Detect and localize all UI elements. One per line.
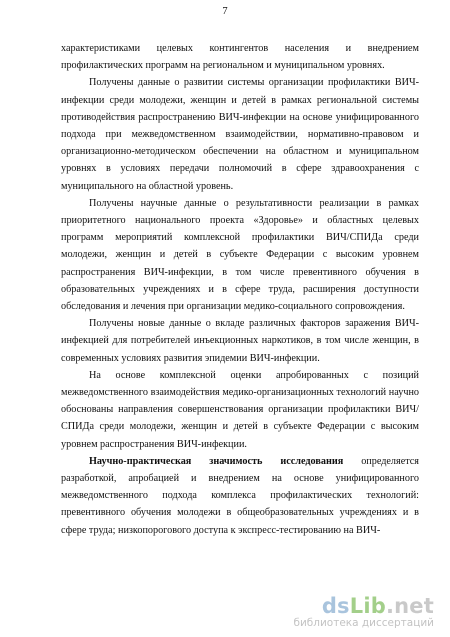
page-number: 7 [222,6,228,17]
dslib-subtitle: библиотека диссертаций [293,617,434,629]
paragraph-significance [61,453,419,539]
dslib-watermark [293,595,434,629]
paragraph: характеристиками целевых контингентов населения и внедрением профилактических программ на региональном и муниципальном уровнях. [61,43,419,72]
paragraph: Получены новые данные о вкладе различных факторов заражения ВИЧ-инфекцией для потребителей инъекционных наркотиков, в том числе женщин, в современных условиях развития эпидемии ВИЧ-инфекции. [61,318,419,364]
significance-heading: Научно-практическая значимость исследования [89,455,344,467]
dslib-logo: dsLib.net [321,594,434,618]
significance-text: определяется разработкой, апробацией и внедрением на основе унифицированного межведомственного подхода комплекса профилактических технологий: превентивного обучения молодежи в общеобразовательных учреждениях и в сфере труда; низкопорогового доступа к экспресс-тестированию на ВИЧ- [61,455,419,536]
paragraph: Получены научные данные о результативности реализации в рамках приоритетного национального проекта «Здоровье» и областных целевых программ мероприятий комплексной профилактики ВИЧ/СПИДа среди молодежи, женщин и детей в субъекте Федерации с высоким уровнем распространения ВИЧ-инфекции, в том числе превентивного обучения в образовательных учреждениях и в сфере труда, расширения доступности обследования и лечения при организации медико-социального сопровождения. [61,197,419,313]
paragraph: На основе комплексной оценки апробированных с позиций межведомственного взаимодействия медико-организационных технологий научно обоснованы направления совершенствования организации профилактики ВИЧ/СПИДа среди молодежи, женщин и детей в субъекте Федерации с высоким уровнем распространения ВИЧ-инфекции. [61,369,419,450]
document-body [61,40,419,539]
paragraph: Получены данные о развитии системы организации профилактики ВИЧ-инфекции среди молодежи, женщин и детей в рамках региональной системы противодействия распространению ВИЧ-инфекции на основе унифицированного подхода при межведомственном взаимодействии, нормативно-правовом и организационно-методическом обеспечении на областном и муниципальном уровнях в условиях передачи полномочий в сфере здравоохранения с муниципального на областной уровень. [61,77,419,192]
